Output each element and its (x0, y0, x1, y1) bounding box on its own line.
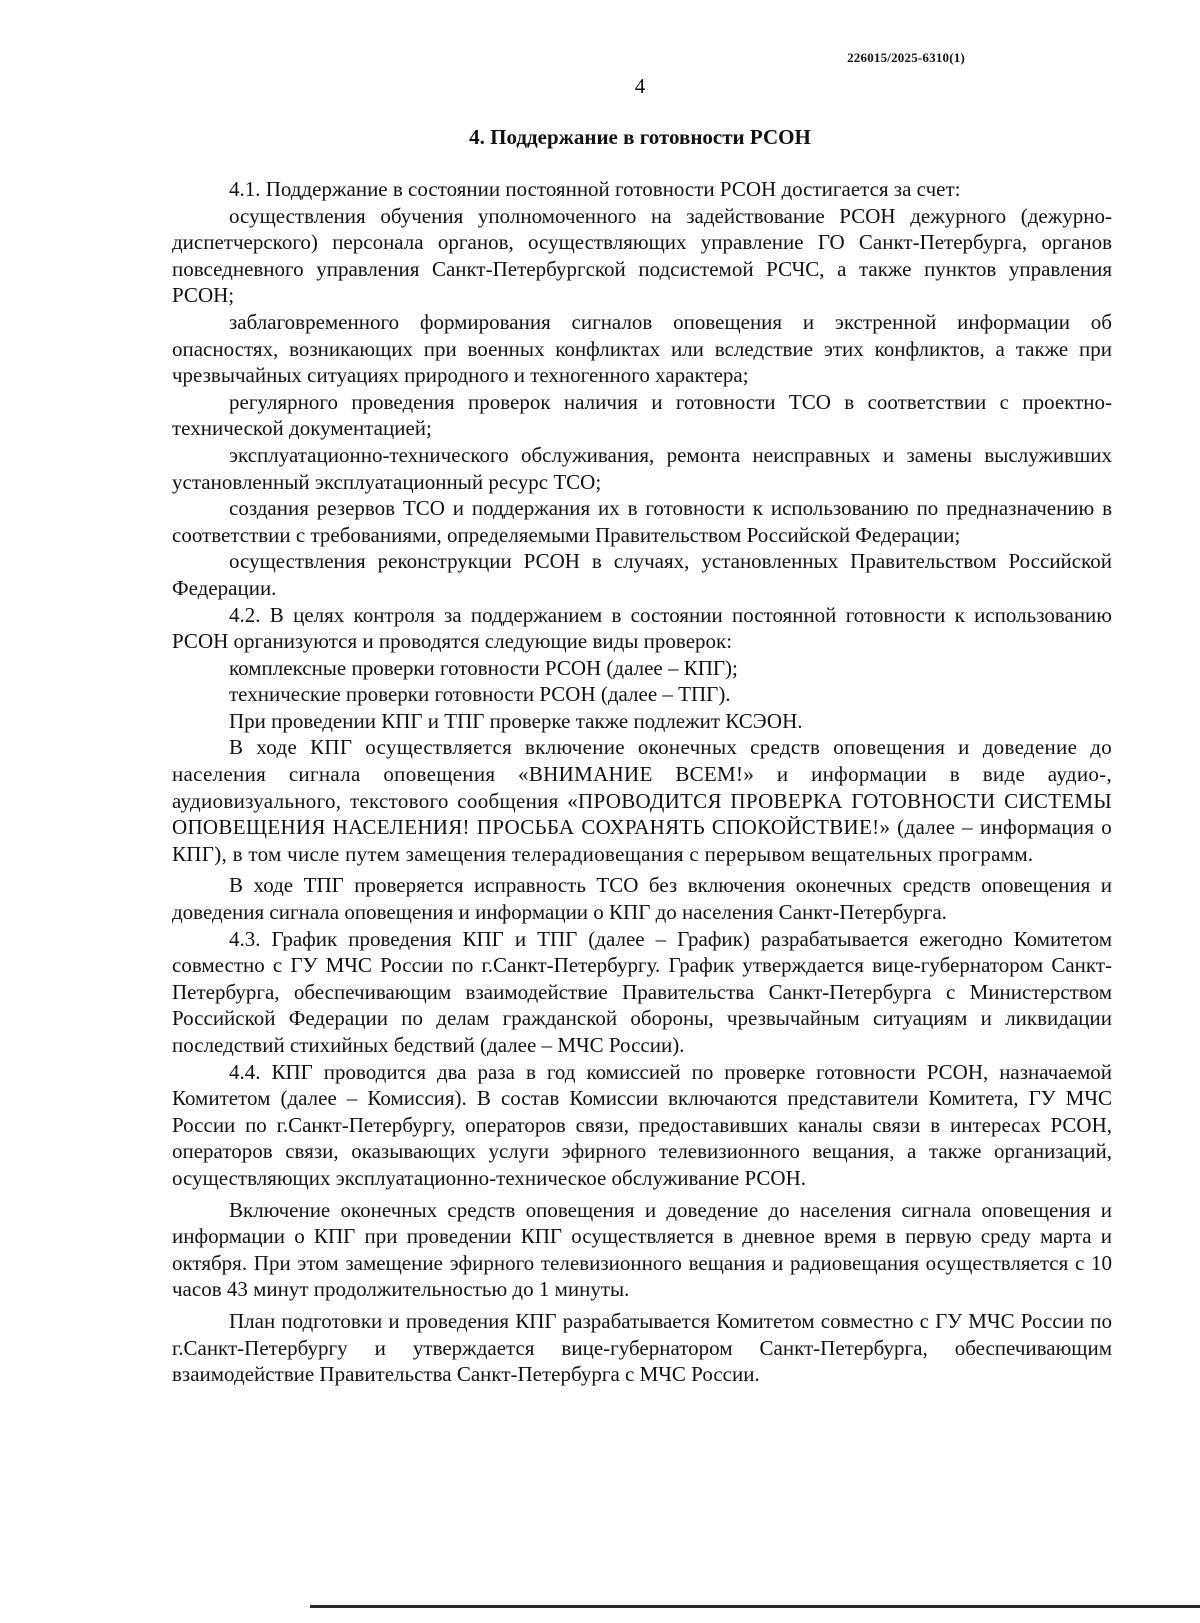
paragraph-4-1: 4.1. Поддержание в состоянии постоянной готовности РСОН достигается за счет: (229, 177, 961, 201)
list-item-training: осуществления обучения уполномоченного на задействование РСОН дежурного (дежурно-диспетчерского) персонала органов, осуществляющих управление ГО Санкт-Петербурга, органов повседневного управления Санкт-Петербургской подсистемой РСЧС, а также пунктов управления РСОН; (172, 203, 1112, 308)
list-item-tpg: технические проверки готовности РСОН (далее – ТПГ). (229, 682, 731, 707)
list-item-maintenance: эксплуатационно-технического обслуживания, ремонта неисправных и замены выслуживших установленный эксплуатационный ресурс ТСО; (172, 442, 1112, 494)
paragraph-kpg-procedure: В ходе КПГ осуществляется включение оконечных средств оповещения и доведение до населения сигнала оповещения «ВНИМАНИЕ ВСЕМ!» и информации в виде аудио-, аудиовизуального, текстового сообщения «ПРОВОДИТСЯ ПРОВЕРКА ГОТОВНОСТИ СИСТЕМЫ ОПОВЕЩЕНИЯ НАСЕЛЕНИЯ! ПРОСЬБА СОХРАНЯТЬ СПОКОЙСТВИЕ!» (далее – информация о КПГ), в том числе путем замещения телерадиовещания с перерывом вещательных программ. (172, 735, 1112, 866)
document-reference-number: 226015/2025-6310(1) (847, 50, 965, 65)
paragraph-4-4: 4.4. КПГ проводится два раза в год комиссией по проверке готовности РСОН, назначаемой Комитетом (далее – Комиссия). В состав Комиссии включаются представители Комитета, ГУ МЧС России по г.Санкт-Петербургу, операторов связи, предоставивших каналы связи в интересах РСОН, операторов связи, оказывающих услуги эфирного телевизионного вещания, а также организаций, осуществляющих эксплуатационно-техническое обслуживание РСОН. (172, 1059, 1112, 1190)
list-item-reconstruction: осуществления реконструкции РСОН в случаях, установленных Правительством Российской Федерации. (172, 549, 1112, 600)
paragraph-kpg-schedule: Включение оконечных средств оповещения и доведение до населения сигнала оповещения и информации о КПГ при проведении КПГ осуществляется в дневное время в первую среду марта и октября. При этом замещение эфирного телевизионного вещания и радиовещания осуществляется с 10 часов 43 минут продолжительностью до 1 минуты. (172, 1197, 1112, 1302)
paragraph-kseon: При проведении КПГ и ТПГ проверке также подлежит КСЭОН. (229, 708, 803, 733)
page-number: 4 (634, 74, 646, 98)
list-item-signals: заблаговременного формирования сигналов оповещения и экстренной информации об опасностях, возникающих при военных конфликтах или вследствие этих конфликтов, а также при чрезвычайных ситуациях природного и техногенного характера; (172, 309, 1112, 388)
paragraph-4-3: 4.3. График проведения КПГ и ТПГ (далее – График) разрабатывается ежегодно Комитетом совместно с ГУ МЧС России по г.Санкт-Петербургу. График утверждается вице-губернатором Санкт-Петербурга, обеспечивающим взаимодействие Правительства Санкт-Петербурга с Министерством Российской Федерации по делам гражданской обороны, чрезвычайным ситуациям и ликвидации последствий стихийных бедствий (далее – МЧС России). (172, 926, 1112, 1057)
list-item-reserves: создания резервов ТСО и поддержания их в готовности к использованию по предназначению в соответствии с требованиями, определяемыми Правительством Российской Федерации; (172, 496, 1112, 547)
paragraph-tpg-procedure: В ходе ТПГ проверяется исправность ТСО без включения оконечных средств оповещения и доведения сигнала оповещения и информации о КПГ до населения Санкт-Петербурга. (172, 873, 1112, 925)
section-heading: 4. Поддержание в готовности РСОН (469, 125, 811, 149)
list-item-kpg: комплексные проверки готовности РСОН (далее – КПГ); (229, 655, 738, 680)
paragraph-kpg-plan: План подготовки и проведения КПГ разрабатывается Комитетом совместно с ГУ МЧС России по г.Санкт-Петербургу и утверждается вице-губернатором Санкт-Петербурга, обеспечивающим взаимодействие Правительства Санкт-Петербурга с МЧС России. (172, 1308, 1112, 1387)
paragraph-4-2: 4.2. В целях контроля за поддержанием в состоянии постоянной готовности к использованию РСОН организуются и проводятся следующие виды проверок: (172, 602, 1112, 654)
section-body (172, 176, 1112, 1388)
scan-edge-line (310, 1605, 1200, 1608)
list-item-inspections: регулярного проведения проверок наличия и готовности ТСО в соответствии с проектно-технической документацией; (172, 389, 1112, 441)
